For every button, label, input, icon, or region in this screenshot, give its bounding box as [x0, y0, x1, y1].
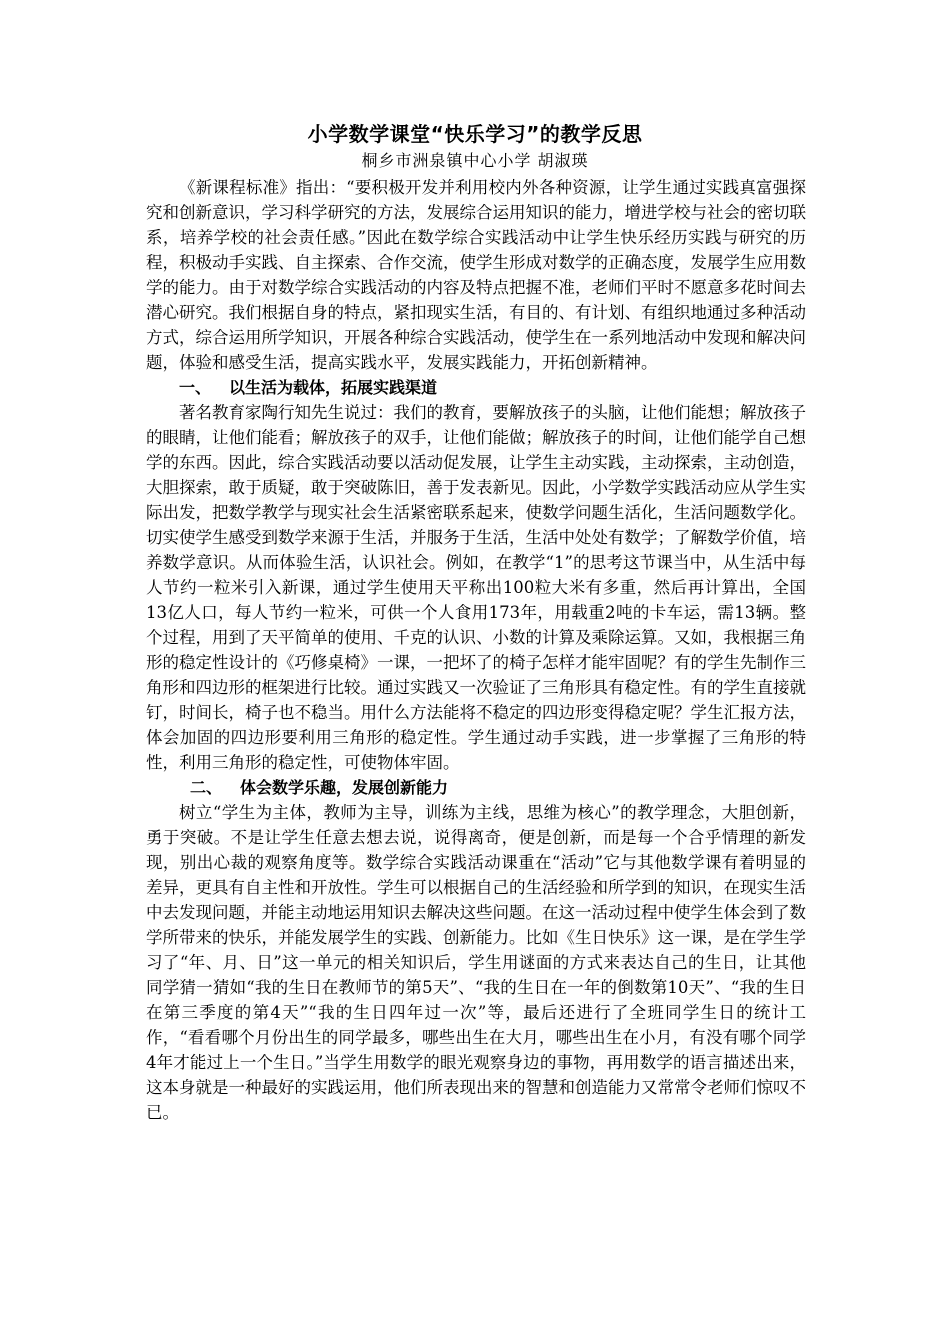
section-heading	[146, 775, 806, 800]
section-heading-text: 以生活为载体，拓展实践渠道	[229, 378, 438, 397]
document-body	[146, 175, 806, 1125]
section-paragraph: 著名教育家陶行知先生说过：我们的教育，要解放孩子的头脑，让他们能想；解放孩子的眼睛，让他们能看；解放孩子的双手，让他们能做；解放孩子的时间，让他们能学自己想学的东西。因此，综合实践活动要以活动促发展，让学生主动实践，主动探索，主动创造，大胆探索，敢于质疑，敢于突破陈旧，善于发表新见。因此，小学数学实践活动应从学生实际出发，把数学教学与现实社会生活紧密联系起来，使数学问题生活化，生活问题数学化。切实使学生感受到数学来源于生活，并服务于生活，生活中处处有数学；了解数学价值，培养数学意识。从而体验生活，认识社会。例如，在教学“1”的思考这节课当中，从生活中每人节约一粒米引入新课，通过学生使用天平称出100粒大米有多重，然后再计算出，全国13亿人口，每人节约一粒米，可供一个人食用173年，用载重2吨的卡车运，需13辆。整个过程，用到了天平简单的使用、千克的认识、小数的计算及乘除运算。又如，我根据三角形的稳定性设计的《巧修桌椅》一课，一把坏了的椅子怎样才能牢固呢？有的学生先制作三角形和四边形的框架进行比较。通过实践又一次验证了三角形具有稳定性。有的学生直接就钉，时间长，椅子也不稳当。用什么方法能将不稳定的四边形变得稳定呢？学生汇报方法，体会加固的四边形要利用三角形的稳定性。学生通过动手实践，进一步掌握了三角形的特性，利用三角形的稳定性，可使物体牢固。	[146, 403, 806, 772]
section-number: 二、	[190, 778, 223, 797]
section-heading-text: 体会数学乐趣，发展创新能力	[240, 778, 449, 797]
document-author: 桐乡市洲泉镇中心小学 胡淑瑛	[361, 151, 589, 170]
section-heading	[146, 375, 806, 400]
section-number: 一、	[179, 378, 212, 397]
section-paragraph: 树立“学生为主体，教师为主导，训练为主线，思维为核心”的教学理念，大胆创新，勇于突破。不是让学生任意去想去说，说得离奇，便是创新，而是每一个合乎情理的新发现，别出心裁的观察角度等。数学综合实践活动课重在“活动”它与其他数学课有着明显的差异，更具有自主性和开放性。学生可以根据自己的生活经验和所学到的知识，在现实生活中去发现问题，并能主动地运用知识去解决这些问题。在这一活动过程中使学生体会到了数学所带来的快乐，并能发展学生的实践、创新能力。比如《生日快乐》这一课，是在学生学习了“年、月、日”这一单元的相关知识后，学生用谜面的方式来表达自己的生日，让其他同学猜一猜如“我的生日在教师节的第5天”、“我的生日在一年的倒数第10天”、“我的生日在第三季度的第4天”“我的生日四年过一次”等，最后还进行了全班同学生日的统计工作，“看看哪个月份出生的同学最多，哪些出生在大月，哪些出生在小月，有没有哪个同学4年才能过上一个生日。”当学生用数学的眼光观察身边的事物，再用数学的语言描述出来，这本身就是一种最好的实践运用，他们所表现出来的智慧和创造能力又常常令老师们惊叹不已。	[146, 803, 806, 1122]
intro-paragraph: 《新课程标准》指出：“要积极开发并利用校内外各种资源，让学生通过实践真富强探究和创新意识，学习科学研究的方法，发展综合运用知识的能力，增进学校与社会的密切联系，培养学校的社会责任感。”因此在数学综合实践活动中让学生快乐经历实践与研究的历程，积极动手实践、自主探索、合作交流，使学生形成对数学的正确态度，发展学生应用数学的能力。由于对数学综合实践活动的内容及特点把握不准，老师们平时不愿意多花时间去潜心研究。我们根据自身的特点，紧扣现实生活，有目的、有计划、有组织地通过多种活动方式，综合运用所学知识，开展各种综合实践活动，使学生在一系列地活动中发现和解决问题，体验和感受生活，提高实践水平，发展实践能力，开拓创新精神。	[146, 178, 806, 372]
document-title: 小学数学课堂“快乐学习”的教学反思	[307, 122, 643, 146]
